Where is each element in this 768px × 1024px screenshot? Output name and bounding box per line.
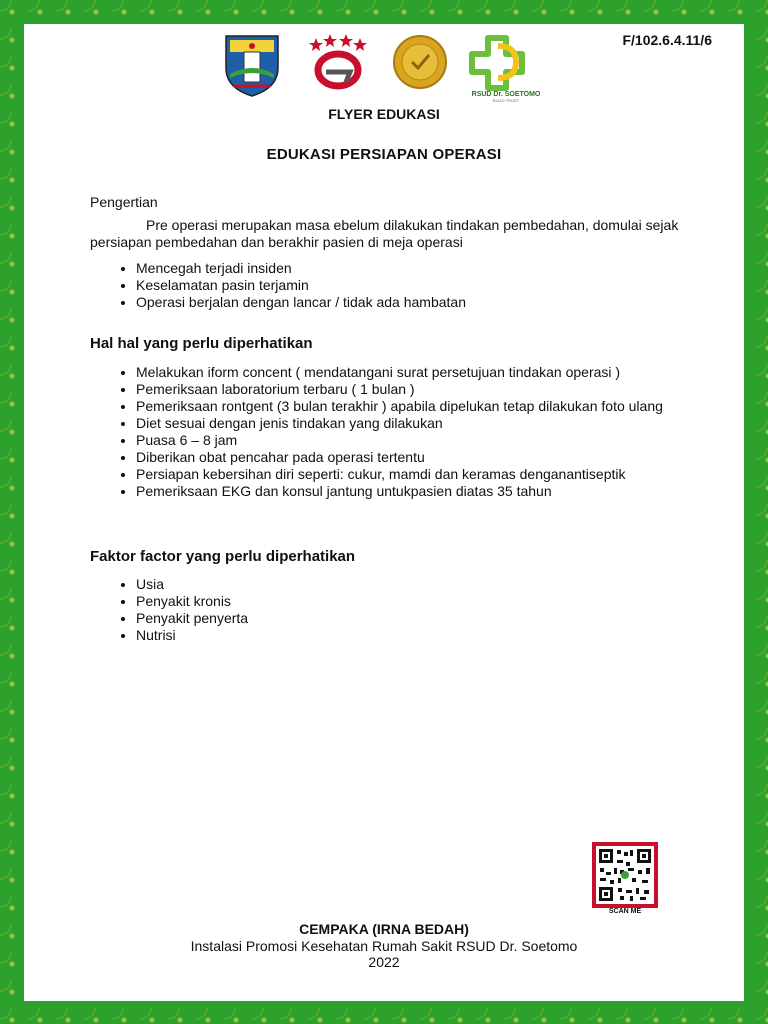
rsud-logo-caption: RSUD Dr. SOETOMO — [471, 91, 541, 98]
footer-unit: CEMPAKA (IRNA BEDAH) — [299, 921, 469, 937]
footer-institution: Instalasi Promosi Kesehatan Rumah Sakit RSUD Dr. Soetomo — [190, 938, 578, 954]
list-item: • Usia — [136, 576, 710, 593]
intro-heading: Pengertian — [90, 194, 158, 210]
list-item: • Diberikan obat pencahar pada operasi tertentu — [136, 449, 710, 466]
list-item: • Penyakit kronis — [136, 593, 710, 610]
flyer-title: FLYER EDUKASI — [328, 106, 440, 122]
provincial-crest-icon — [220, 32, 284, 98]
rsud-soetomo-logo-icon — [468, 32, 544, 102]
considerations-list — [90, 364, 710, 500]
list-item: • Melakukan iform concent ( mendatangani surat persetujuan tindakan operasi ) — [136, 364, 710, 381]
gold-seal-icon — [390, 32, 450, 92]
intro-list — [90, 260, 710, 311]
list-item: • Nutrisi — [136, 627, 710, 644]
list-item: • Puasa 6 – 8 jam — [136, 432, 710, 449]
list-item: • Operasi berjalan dengan lancar / tidak ada hambatan — [136, 294, 710, 311]
document-code: F/102.6.4.11/6 — [622, 32, 712, 48]
list-item: • Persiapan kebersihan diri seperti: cukur, mamdi dan keramas denganantiseptik — [136, 466, 710, 483]
list-item: • Pemeriksaan EKG dan konsul jantung untukpasien diatas 35 tahun — [136, 483, 710, 500]
footer-year: 2022 — [368, 954, 400, 970]
page-title: EDUKASI PERSIAPAN OPERASI — [266, 146, 502, 163]
factors-list — [90, 576, 710, 644]
quality-stars-logo-icon — [306, 32, 370, 92]
rsud-logo-subcaption: BUILD TRUST — [492, 98, 520, 102]
list-item: • Diet sesuai dengan jenis tindakan yang dilakukan — [136, 415, 710, 432]
list-item: • Penyakit penyerta — [136, 610, 710, 627]
section-heading-considerations: Hal hal yang perlu diperhatikan — [90, 335, 313, 352]
intro-paragraph: Pre operasi merupakan masa ebelum dilakukan tindakan pembedahan, domulai sejak persiapan pembedahan dan berakhir pasien di meja operasi — [90, 217, 679, 250]
list-item: • Pemeriksaan rontgent (3 bulan terakhir ) apabila dipelukan tetap dilakukan foto ulang — [136, 398, 710, 415]
list-item: • Pemeriksaan laboratorium terbaru ( 1 bulan ) — [136, 381, 710, 398]
qr-caption: SCAN ME — [608, 908, 642, 915]
list-item: • Keselamatan pasin terjamin — [136, 277, 710, 294]
list-item: • Mencegah terjadi insiden — [136, 260, 710, 277]
flyer-page — [24, 24, 744, 1001]
qr-code[interactable] — [592, 842, 658, 908]
section-heading-factors: Faktor factor yang perlu diperhatikan — [90, 548, 356, 565]
